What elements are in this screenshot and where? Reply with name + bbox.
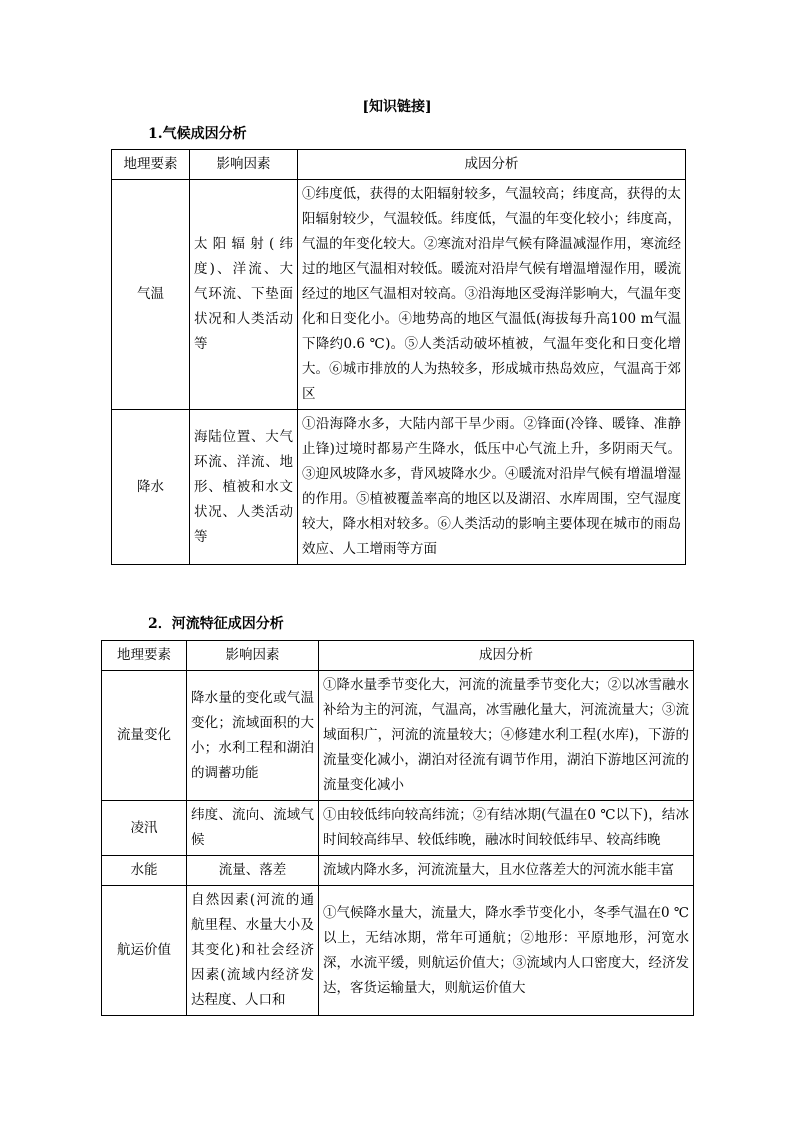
- row-factors: 流量、落差: [187, 856, 319, 886]
- row-factors: 太阳辐射(纬度)、洋流、大气环流、下垫面状况和人类活动等: [190, 180, 298, 410]
- header-factors: 影响因素: [190, 150, 298, 180]
- table-row: [102, 801, 694, 856]
- header-analysis: 成因分析: [298, 150, 686, 180]
- row-factors: 纬度、流向、流域气候: [187, 801, 319, 856]
- river-causes-table: [101, 640, 694, 1016]
- header-factors: 影响因素: [187, 641, 319, 671]
- section-heading: [知识链接]: [362, 99, 432, 115]
- climate-causes-table: [111, 149, 686, 565]
- row-element: 航运价值: [102, 886, 187, 1016]
- row-analysis: 流域内降水多，河流流量大，且水位落差大的河流水能丰富: [319, 856, 694, 886]
- header-element: 地理要素: [112, 150, 190, 180]
- row-element: 降水: [112, 410, 190, 565]
- table-header-row: [112, 150, 686, 180]
- row-element: 凌汛: [102, 801, 187, 856]
- header-analysis: 成因分析: [319, 641, 694, 671]
- header-element: 地理要素: [102, 641, 187, 671]
- climate-section-title: 1.气候成因分析: [148, 126, 247, 142]
- table-row: [102, 886, 694, 1016]
- river-section-title: 2．河流特征成因分析: [148, 616, 284, 632]
- row-element: 流量变化: [102, 671, 187, 801]
- row-element: 水能: [102, 856, 187, 886]
- row-element: 气温: [112, 180, 190, 410]
- row-analysis: ①气候降水量大，流量大，降水季节变化小，冬季气温在0 ℃以上，无结冰期，常年可通航；②地形：平原地形，河宽水深，水流平缓，则航运价值大；③流域内人口密度大，经济发达，客货运输量大，则航运价值大: [319, 886, 694, 1016]
- table-row: [112, 180, 686, 410]
- table-row: [112, 410, 686, 565]
- row-factors: 降水量的变化或气温变化；流域面积的大小；水利工程和湖泊的调蓄功能: [187, 671, 319, 801]
- row-analysis: ①由较低纬向较高纬流；②有结冰期(气温在0 ℃以下)，结冰时间较高纬早、较低纬晚，融冰时间较低纬早、较高纬晚: [319, 801, 694, 856]
- row-analysis: ①沿海降水多，大陆内部干旱少雨。②锋面(冷锋、暖锋、准静止锋)过境时都易产生降水，低压中心气流上升，多阴雨天气。③迎风坡降水多，背风坡降水少。④暖流对沿岸气候有增温增湿的作用。⑤植被覆盖率高的地区以及湖沼、水库周围，空气湿度较大，降水相对较多。⑥人类活动的影响主要体现在城市的雨岛效应、人工增雨等方面: [298, 410, 686, 565]
- row-analysis: ①降水量季节变化大，河流的流量季节变化大；②以冰雪融水补给为主的河流，气温高，冰雪融化量大，河流流量大；③流域面积广，河流的流量较大；④修建水利工程(水库)，下游的流量变化减小，湖泊对径流有调节作用，湖泊下游地区河流的流量变化减小: [319, 671, 694, 801]
- table-row: [102, 856, 694, 886]
- row-factors: 自然因素(河流的通航里程、水量大小及其变化)和社会经济因素(流域内经济发达程度、人口和: [187, 886, 319, 1016]
- table-row: [102, 671, 694, 801]
- table-header-row: [102, 641, 694, 671]
- row-analysis: ①纬度低，获得的太阳辐射较多，气温较高；纬度高，获得的太阳辐射较少，气温较低。纬度低，气温的年变化较小；纬度高，气温的年变化较大。②寒流对沿岸气候有降温减湿作用，寒流经过的地区气温相对较低。暖流对沿岸气候有增温增湿作用，暖流经过的地区气温相对较高。③沿海地区受海洋影响大，气温年变化和日变化小。④地势高的地区气温低(海拔每升高100 m气温下降约0.6 ℃)。⑤人类活动破坏植被，气温年变化和日变化增大。⑥城市排放的人为热较多，形成城市热岛效应，气温高于郊区: [298, 180, 686, 410]
- row-factors: 海陆位置、大气环流、洋流、地形、植被和水文状况、人类活动等: [190, 410, 298, 565]
